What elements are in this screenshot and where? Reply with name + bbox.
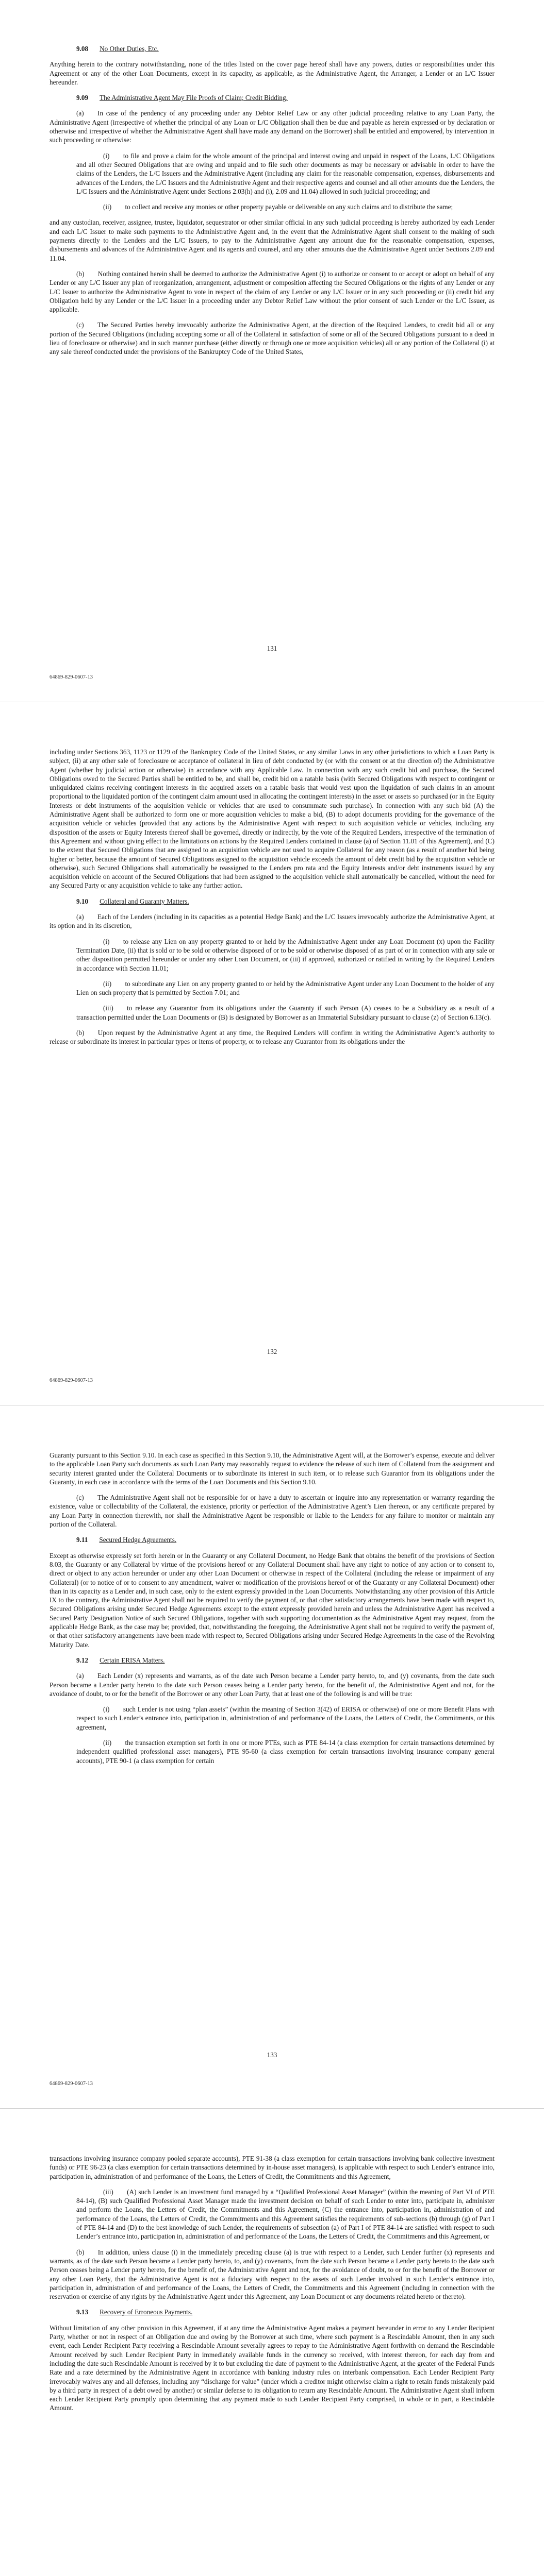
body-paragraph: and any custodian, receiver, assignee, trustee, liquidator, sequestrator or other similar official in any such judicial proceeding is hereby authorized by each Lender and each L/C Issuer to make such payments to the Administrative Agent and, in the event that the Administrative Agent shall consent to the making of such payments directly to the Lenders and the L/C Issuers, to pay to the Administrative Agent any amount due for the reasonable compensation, expenses, disbursements and advances of the Administrative Agent and its agents and counsel, and any other amounts due the Administrative Agent under Sections 2.09 and 11.04. [50, 218, 494, 262]
section-title: The Administrative Agent May File Proofs of Claim; Credit Bidding. [100, 94, 288, 102]
clause-paragraph: (ii) the transaction exemption set forth in one or more PTEs, such as PTE 84-14 (a class exemption for certain transactions determined by independent qualified professional asset managers), PTE 95-60 (a class exemption for certain transactions involving insurance company general accounts), PTE 90-1 (a class exemption for certain [76, 1739, 494, 1765]
body-paragraph: Anything herein to the contrary notwithstanding, none of the titles listed on the cover page hereof shall have any powers, duties or responsibilities under this Agreement or any of the other Loan Documents, except in its capacity, as applicable, as the Administrative Agent, the Arranger, a Lender or an L/C Issuer hereunder. [50, 60, 494, 86]
clause-paragraph: (c) The Administrative Agent shall not be responsible for or have a duty to ascertain or inquire into any representation or warranty regarding the existence, value or collectability of the Collateral, the existence, priority or perfection of the Administrative Agent’s Lien thereon, or any certificate prepared by any Loan Party in connection therewith, nor shall the Administrative Agent be responsible or liable to the Lenders for any failure to monitor or maintain any portion of the Collateral. [50, 1494, 494, 1529]
section-number: 9.13 [76, 2308, 89, 2316]
page-separator [0, 2108, 544, 2109]
section-number: 9.12 [76, 1656, 89, 1664]
page-body [50, 703, 494, 1046]
page-133 [0, 1406, 544, 2110]
page-number: 132 [267, 1348, 277, 1355]
section-number: 9.08 [76, 45, 89, 53]
body-paragraph: Without limitation of any other provision in this Agreement, if at any time the Administrative Agent makes a payment hereunder in error to any Lender Recipient Party, whether or not in respect of an Obligation due and owing by the Borrower at such time, where such payment is a Rescindable Amount, then in any such event, each Lender Recipient Party receiving a Rescindable Amount severally agrees to repay to the Administrative Agent forthwith on demand the Rescindable Amount received by such Lender Recipient Party in immediately available funds in the currency so received, with interest thereon, for each day from and including the date such Rescindable Amount is received by it to but excluding the date of payment to the Administrative Agent, at the greater of the Federal Funds Rate and a rate determined by the Administrative Agent in accordance with banking industry rules on interbank compensation. Each Lender Recipient Party irrevocably waives any and all defenses, including any “discharge for value” (under which a creditor might otherwise claim a right to retain funds mistakenly paid by a third party in respect of a debt owed by another) or similar defense to its obligation to return any Rescindable Amount. The Administrative Agent shall inform each Lender Recipient Party promptly upon determining that any payment made to such Lender Recipient Party comprised, in whole or in part, a Rescindable Amount. [50, 2324, 494, 2412]
page-number: 131 [267, 645, 277, 652]
page-footer: 64869-829-0607-13 [50, 2081, 93, 2087]
page-134 [0, 2110, 544, 2576]
body-paragraph: transactions involving insurance company pooled separate accounts), PTE 91-38 (a class exemption for certain transactions involving bank collective investment funds) or PTE 96-23 (a class exemption for certain transactions determined by in-house asset managers), is applicable with respect to such Lender’s entrance into, participation in, administration of and performance of the Loans, the Letters of Credit, the Commitments and this Agreement, [50, 2155, 494, 2180]
clause-paragraph: (i) to file and prove a claim for the whole amount of the principal and interest owing and unpaid in respect of the Loans, L/C Obligations and all other Secured Obligations that are owing and unpaid and to file such other documents as may be necessary or advisable in order to have the claims of the Lenders, the L/C Issuers and the Administrative Agent (including any claim for the reasonable compensation, expenses, disbursements and advances of the Lenders, the L/C Issuers and the Administrative Agent and their respective agents and counsel and all other amounts due the Lenders, the L/C Issuers and the Administrative Agent under Sections 2.03(h) and (i), 2.09 and 11.04) allowed in such judicial proceeding; and [76, 151, 494, 195]
clause-paragraph: (b) Nothing contained herein shall be deemed to authorize the Administrative Agent (i) to authorize or consent to or accept or adopt on behalf of any Lender or any L/C Issuer any plan of reorganization, arrangement, adjustment or composition affecting the Secured Obligations or the rights of any Lender or any L/C Issuer to authorize the Administrative Agent to vote in respect of the claim of any Lender or any L/C Issuer or in any such proceeding or (ii) credit bid any Obligation held by any Lender or the L/C Issuer in a proceeding under any Debtor Relief Law without the prior consent of such Lender or the L/C Issuer, as applicable. [50, 269, 494, 314]
section-heading [50, 2308, 494, 2316]
clause-paragraph: (b) Upon request by the Administrative Agent at any time, the Required Lenders will confirm in writing the Administrative Agent’s authority to release or subordinate its interest in particular types or items of property, or to release any Guarantor from its obligations under the [50, 1029, 494, 1046]
body-paragraph: Guaranty pursuant to this Section 9.10. In each case as specified in this Section 9.10, the Administrative Agent will, at the Borrower’s expense, execute and deliver to the applicable Loan Party such documents as such Loan Party may reasonably request to evidence the release of such item of Collateral from the assignment and security interest granted under the Collateral Documents or to subordinate its interest in such item, or to release such Guarantor from its obligations under the Guaranty, in each case in accordance with the terms of the Loan Documents and this Section 9.10. [50, 1451, 494, 1486]
page-footer: 64869-829-0607-13 [50, 674, 93, 680]
body-paragraph: Except as otherwise expressly set forth herein or in the Guaranty or any Collateral Document, no Hedge Bank that obtains the benefit of the provisions of Section 8.03, the Guaranty or any Collateral by virtue of the provisions hereof or any Collateral Document shall have any right to notice of any action or to consent to, direct or object to any action hereunder or under any other Loan Document or otherwise in respect of the Collateral (including the release or impairment of any Collateral) (or to notice of or to consent to any amendment, waiver or modification of the provisions hereof or of the Guaranty or any Collateral Document) other than in its capacity as a Lender and, in such case, only to the extent expressly provided in the Loan Documents. Notwithstanding any other provision of this Article IX to the contrary, the Administrative Agent shall not be required to verify the payment of, or that other satisfactory arrangements have been made with respect to, Secured Obligations arising under Secured Hedge Agreements except to the extent expressly provided herein and unless the Administrative Agent has received a Secured Party Designation Notice of such Secured Obligations, together with such supporting documentation as the Administrative Agent may request, from the applicable Hedge Bank, as the case may be; provided, that, notwithstanding the foregoing, the Administrative Agent shall not be required to verify the payment of, or that other satisfactory arrangements have been made with respect to, Secured Obligations arising under Secured Hedge Agreements in the case of the Revolving Maturity Date. [50, 1551, 494, 1649]
section-heading [50, 44, 494, 53]
section-title: Recovery of Erroneous Payments. [100, 2308, 193, 2316]
clause-paragraph: (a) In case of the pendency of any proceeding under any Debtor Relief Law or any other judicial proceeding relative to any Loan Party, the Administrative Agent (irrespective of whether the principal of any Loan or L/C Obligation shall then be due and payable as herein expressed or by declaration or otherwise and irrespective of whether the Administrative Agent shall have made any demand on the Borrower) shall be entitled and empowered, by intervention in such proceeding or otherwise: [50, 109, 494, 144]
page-132 [0, 703, 544, 1406]
section-heading [50, 93, 494, 102]
page-body [50, 2110, 494, 2413]
page-body [50, 1406, 494, 1765]
body-paragraph: including under Sections 363, 1123 or 1129 of the Bankruptcy Code of the United States, or any similar Laws in any other jurisdictions to which a Loan Party is subject, (ii) at any other sale of foreclosure or acceptance of collateral in lieu of debt conducted by (or with the consent or at the direction of) the Administrative Agent (whether by judicial action or otherwise) in accordance with any Applicable Law. In connection with any such credit bid and purchase, the Secured Obligations owed to the Secured Parties shall be entitled to be, and shall be, credit bid on a ratable basis (with Secured Obligations with respect to contingent or unliquidated claims receiving contingent interests in the acquired assets on a ratable basis that would vest upon the liquidation of such claims in an amount proportional to the liquidated portion of the contingent claim amount used in allocating the contingent interests) in the asset or assets so purchased (or in the Equity Interests or debt instruments of the acquisition vehicle or vehicles that are used to consummate such purchase). In connection with any such bid (A) the Administrative Agent shall be authorized to form one or more acquisition vehicles to make a bid, (B) to adopt documents providing for the governance of the acquisition vehicle or vehicles (provided that any actions by the Administrative Agent with respect to such acquisition vehicle or vehicles, including any disposition of the assets or Equity Interests thereof shall be governed, directly or indirectly, by the vote of the Required Lenders, irrespective of the termination of this Agreement and without giving effect to the limitations on actions by the Required Lenders contained in clause (a) of Section 11.01 of this Agreement), and (C) to the extent that Secured Obligations that are assigned to an acquisition vehicle are not used to acquire Collateral for any reason (as a result of another bid being higher or better, because the amount of Secured Obligations assigned to the acquisition vehicle exceeds the amount of debt credit bid by the acquisition vehicle or otherwise), such Secured Obligations shall automatically be reassigned to the Lenders pro rata and the Equity Interests and/or debt instruments issued by any acquisition vehicle on account of the Secured Obligations that had been assigned to the acquisition vehicle shall automatically be cancelled, without the need for any Secured Party or any acquisition vehicle to take any further action. [50, 748, 494, 890]
clause-paragraph: (c) The Secured Parties hereby irrevocably authorize the Administrative Agent, at the direction of the Required Lenders, to credit bid all or any portion of the Secured Obligations (including accepting some or all of the Collateral in satisfaction of some or all of the Secured Obligations pursuant to a deed in lieu of foreclosure or otherwise) and in such manner purchase (either directly or through one or more acquisition vehicles) all or any portion of the Collateral (i) at any sale thereof conducted under the provisions of the Bankruptcy Code of the United States, [50, 321, 494, 356]
section-heading [50, 1535, 494, 1544]
section-heading [50, 1656, 494, 1665]
page-number: 133 [267, 2051, 277, 2059]
section-number: 9.11 [76, 1536, 88, 1544]
section-title: Certain ERISA Matters. [100, 1656, 165, 1664]
page-body [50, 0, 494, 357]
clause-paragraph: (ii) to collect and receive any monies or other property payable or deliverable on any such claims and to distribute the same; [103, 203, 453, 211]
section-number: 9.10 [76, 897, 89, 905]
clause-paragraph: (ii) to subordinate any Lien on any property granted to or held by the Administrative Agent under any Loan Document to the holder of any Lien on such property that is permitted by Section 7.01; and [76, 979, 494, 997]
clause-paragraph: (iii) (A) such Lender is an investment fund managed by a “Qualified Professional Asset Manager” (within the meaning of Part VI of PTE 84-14), (B) such Qualified Professional Asset Manager made the investment decision on behalf of such Lender to enter into, participate in, administer and perform the Loans, the Letters of Credit, the Commitments and this Agreement, (C) the entrance into, participation in, administration of and performance of the Loans, the Letters of Credit, the Commitments and this Agreement satisfies the requirements of sub-sections (b) through (g) of Part I of PTE 84-14 and (D) to the best knowledge of such Lender, the requirements of subsection (a) of Part I of PTE 84-14 are satisfied with respect to such Lender’s entrance into, participation in, administration of and performance of the Loans, the Letters of Credit, the Commitments and this Agreement, or [76, 2188, 494, 2241]
clause-paragraph: (iii) to release any Guarantor from its obligations under the Guaranty if such Person (A) ceases to be a Subsidiary as a result of a transaction permitted under the Loan Documents or (B) is designated by Borrower as an Immaterial Subsidiary pursuant to clause (z) of Section 6.13(c). [76, 1004, 494, 1021]
section-heading [50, 897, 494, 906]
clause-paragraph: (b) In addition, unless clause (i) in the immediately preceding clause (a) is true with respect to a Lender, such Lender further (x) represents and warrants, as of the date such Person became a Lender party hereto, to, and (y) covenants, from the date such Person became a Lender party hereto to the date such Person ceases being a Lender party hereto, for the benefit of, the Administrative Agent and not, for the avoidance of doubt, to or for the benefit of the Borrower or any other Loan Party, that the Administrative Agent is not a fiduciary with respect to the assets of such Lender involved in such Lender’s entrance into, participation in, administration of and performance of the Loans, the Letters of Credit, the Commitments and this Agreement (including in connection with the reservation or exercise of any rights by the Administrative Agent under this Agreement, any Loan Document or any documents related hereto or thereto). [50, 2248, 494, 2301]
section-title: Secured Hedge Agreements. [99, 1536, 177, 1544]
clause-paragraph: (a) Each of the Lenders (including in its capacities as a potential Hedge Bank) and the L/C Issuers irrevocably authorize the Administrative Agent, at its option and in its discretion, [50, 913, 494, 930]
clause-paragraph: (i) to release any Lien on any property granted to or held by the Administrative Agent under any Loan Document (x) upon the Facility Termination Date, (ii) that is sold or to be sold or otherwise disposed of or to be sold or otherwise disposed of as part of or in connection with any sale or other disposition permitted hereunder or under any other Loan Document, or (iii) if approved, authorized or ratified in writing by the Required Lenders in accordance with Section 11.01; [76, 937, 494, 972]
section-title: No Other Duties, Etc. [100, 45, 159, 53]
section-number: 9.09 [76, 94, 89, 102]
clause-paragraph: (a) Each Lender (x) represents and warrants, as of the date such Person became a Lender party hereto, to, and (y) covenants, from the date such Person became a Lender party hereto to the date such Person ceases being a Lender party hereto, for the benefit of, the Administrative Agent and not, for the avoidance of doubt, to or for the benefit of the Borrower or any other Loan Party, that at least one of the following is and will be true: [50, 1672, 494, 1698]
page-131 [0, 0, 544, 703]
clause-paragraph: (i) such Lender is not using “plan assets” (within the meaning of Section 3(42) of ERISA or otherwise) of one or more Benefit Plans with respect to such Lender’s entrance into, participation in, administration of and performance of the Loans, the Letters of Credit, the Commitments, or this agreement, [76, 1705, 494, 1731]
page-footer: 64869-829-0607-13 [50, 1378, 93, 1383]
section-title: Collateral and Guaranty Matters. [100, 897, 189, 905]
